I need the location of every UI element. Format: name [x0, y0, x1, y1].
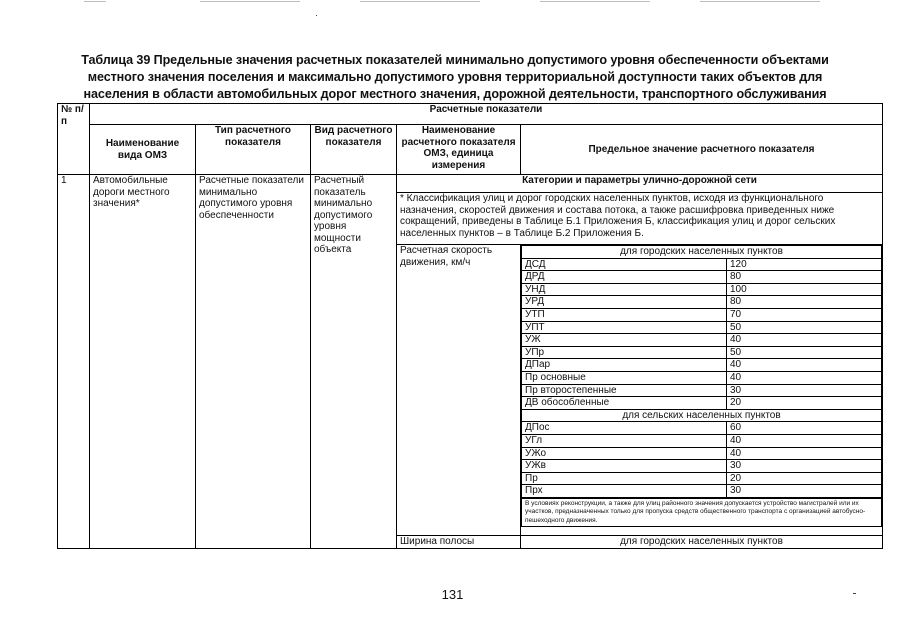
speed-value: 70 [727, 308, 882, 321]
speed-value: 80 [727, 296, 882, 309]
table-row [522, 447, 882, 460]
header-indicator-type: Тип расчетного показателя [196, 125, 311, 175]
road-category: Пр второстепенные [522, 384, 727, 397]
table-row [522, 308, 882, 321]
table-row [522, 434, 882, 447]
road-category: ДРД [522, 271, 727, 284]
header-limit-value: Предельное значение расчетного показателя [521, 125, 883, 175]
speed-value: 100 [727, 283, 882, 296]
speed-value: 30 [727, 485, 882, 498]
table-row [522, 384, 882, 397]
speed-value: 20 [727, 397, 882, 410]
header-calc-indicators: Расчетные показатели [90, 104, 883, 125]
road-category: УЖв [522, 460, 727, 473]
table-row [522, 334, 882, 347]
table-row [522, 422, 882, 435]
row-num: 1 [58, 175, 90, 549]
speed-value: 40 [727, 334, 882, 347]
speed-value: 30 [727, 460, 882, 473]
lane-width-label: Ширина полосы [397, 536, 521, 549]
indicator-type-cell: Расчетные показатели минимально допустимого уровня обеспеченности [196, 175, 311, 549]
road-category: УПТ [522, 321, 727, 334]
road-category: УНД [522, 283, 727, 296]
speed-values-cell [521, 245, 883, 536]
section-title: Категории и параметры улично-дорожной сети [397, 175, 883, 193]
table-row [522, 258, 882, 271]
road-category: Пр [522, 472, 727, 485]
scan-speck [316, 15, 317, 16]
speed-value: 20 [727, 472, 882, 485]
road-category: УЖ [522, 334, 727, 347]
road-category: Прх [522, 485, 727, 498]
speed-value: 50 [727, 346, 882, 359]
speed-value: 50 [727, 321, 882, 334]
road-category: Пр основные [522, 371, 727, 384]
table-row [522, 296, 882, 309]
speed-value: 40 [727, 371, 882, 384]
scan-top-line [360, 1, 480, 2]
section-subheader: для сельских населенных пунктов [522, 409, 882, 422]
reconstruction-note: В условиях реконструкции, а также для улиц районного значения допускается устройство магистралей или их участков, предназначенных только для пропуска средств общественного транспорта с организацией автобусно-пешеходного движения. [521, 498, 882, 527]
indicator-kind-cell: Расчетный показатель минимально допустимого уровня мощности объекта [311, 175, 397, 549]
road-category: УГл [522, 434, 727, 447]
table-row [522, 397, 882, 410]
table-row [522, 346, 882, 359]
table-row [522, 371, 882, 384]
table-row [522, 271, 882, 284]
classification-footnote: * Классификация улиц и дорог городских населенных пунктов, исходя из функционального назначения, скоростей движения и состава потока, а также расшифровка приведенных ниже сокращений, приведены в Таблице Б.1 Приложения Б, классификация улиц и дорог сельских населенных пунктов – в Таблице Б.2 Приложения Б. [397, 193, 883, 245]
table-row [522, 460, 882, 473]
speed-value: 120 [727, 258, 882, 271]
table-title [40, 52, 870, 103]
road-category: ДВ обособленные [522, 397, 727, 410]
speed-value: 80 [727, 271, 882, 284]
lane-width-header: для городских населенных пунктов [521, 536, 883, 549]
road-category: УЖо [522, 447, 727, 460]
header-omz-name: Наименование расчетного показателя ОМЗ, единица измерения [397, 125, 521, 175]
speed-values-table [521, 245, 882, 498]
title-line: населения в области автомобильных дорог местного значения, дорожной деятельности, транспортного обслуживания [83, 87, 827, 101]
speed-value: 40 [727, 447, 882, 460]
table-row [522, 485, 882, 498]
table-row [522, 321, 882, 334]
road-category: ДПос [522, 422, 727, 435]
road-category: УПр [522, 346, 727, 359]
speed-value: 40 [727, 359, 882, 372]
speed-value: 60 [727, 422, 882, 435]
road-category: УРД [522, 296, 727, 309]
scan-top-line [200, 1, 300, 2]
scan-top-line [540, 1, 650, 2]
table-row [522, 283, 882, 296]
speed-value: 30 [727, 384, 882, 397]
road-category: ДСД [522, 258, 727, 271]
table-row [522, 472, 882, 485]
road-category: УТП [522, 308, 727, 321]
section-subheader: для городских населенных пунктов [522, 246, 882, 259]
header-indicator-kind: Вид расчетного показателя [311, 125, 397, 175]
speed-label: Расчетная скорость движения, км/ч [397, 245, 521, 536]
page-number: 131 [441, 587, 464, 602]
indicators-table [57, 103, 883, 549]
scan-top-line [84, 1, 106, 2]
speed-value: 40 [727, 434, 882, 447]
header-omz-type: Наименование вида ОМЗ [90, 125, 196, 175]
title-line: Таблица 39 Предельные значения расчетных показателей минимально допустимого уровня обеспеченности объектами [81, 53, 829, 67]
omz-type-cell: Автомобильные дороги местного значения* [90, 175, 196, 549]
table-row [522, 359, 882, 372]
road-category: ДПар [522, 359, 727, 372]
scan-top-line [700, 1, 820, 2]
header-num: № п/п [58, 104, 90, 175]
title-line: местного значения поселения и максимально допустимого уровня территориальной доступности таких объектов для [87, 70, 823, 84]
